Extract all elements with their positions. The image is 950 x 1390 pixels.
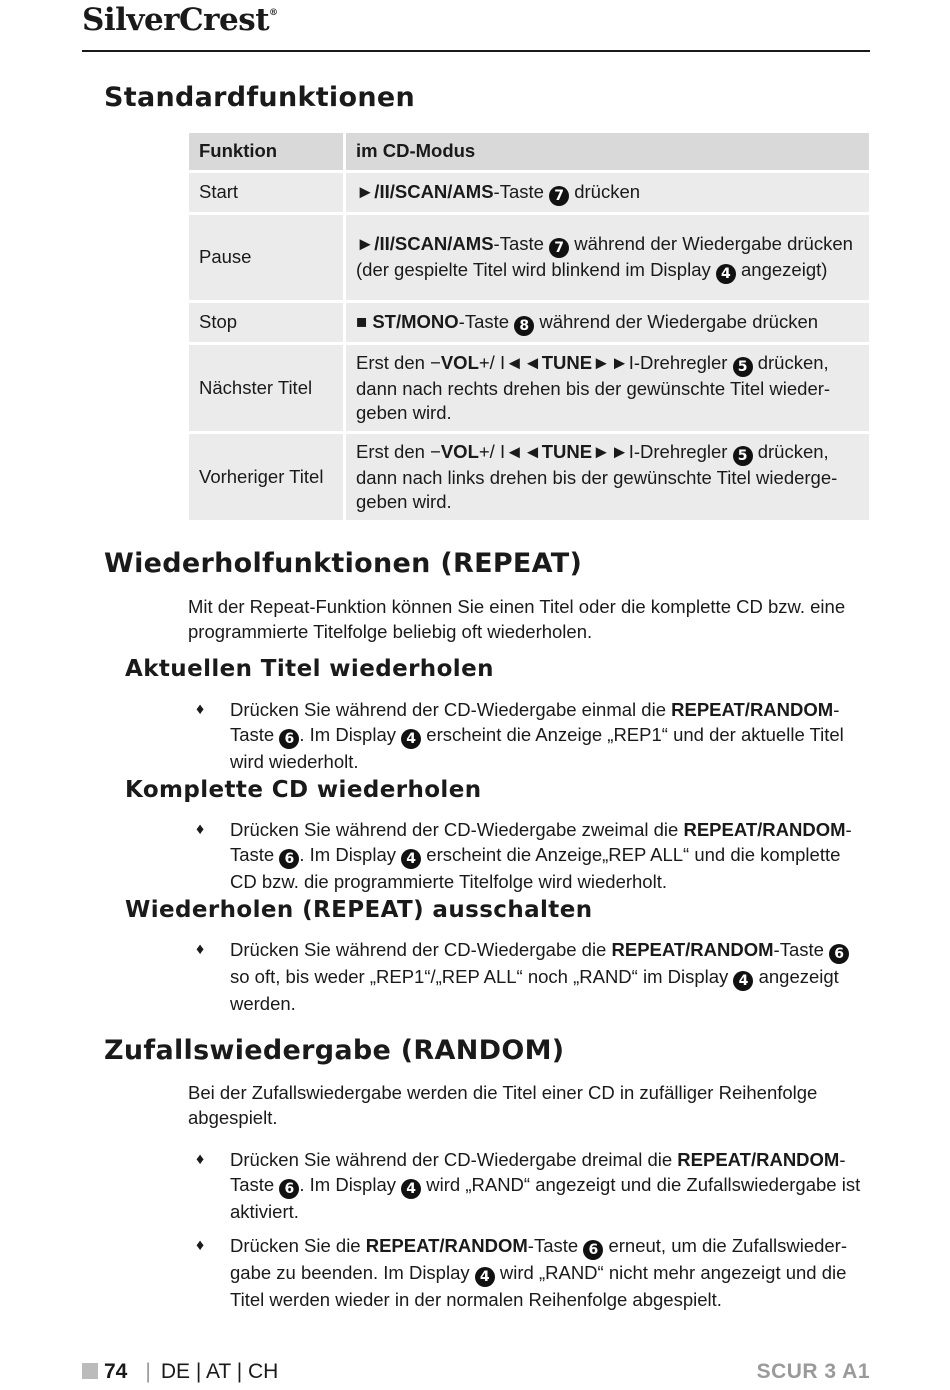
number-badge: 6: [279, 1179, 299, 1199]
table-row: [189, 215, 869, 303]
text: +/ I◄◄: [478, 440, 542, 462]
subsection-title-repeat-cd: Komplette CD wiederholen: [125, 777, 482, 803]
key-label: REPEAT/RANDOM: [365, 1235, 528, 1256]
table-row: [189, 345, 869, 434]
brand-name: SilverCrest: [82, 2, 270, 38]
page-header: [82, 0, 870, 52]
list-item: [196, 817, 870, 894]
section-title-repeat: Wiederholfunktionen (REPEAT): [104, 548, 583, 579]
key-label: TUNE: [541, 440, 593, 462]
key-label: ►/II/SCAN/AMS: [356, 180, 494, 202]
text: Drücken Sie während der CD-Wiedergabe einmal die: [230, 699, 672, 720]
number-badge: 5: [733, 357, 753, 377]
page-number: 74: [104, 1360, 128, 1383]
text: Erst den −: [356, 440, 441, 462]
function-table: [189, 133, 869, 523]
text: -Taste: [230, 699, 840, 745]
number-badge: 4: [401, 849, 421, 869]
text: . Im Display: [299, 724, 402, 745]
number-badge: 7: [549, 238, 569, 258]
table-row: [189, 173, 869, 215]
key-label: REPEAT/RANDOM: [683, 819, 846, 840]
subsection-title-repeat-track: Aktuellen Titel wiederholen: [125, 656, 494, 682]
text: Drücken Sie während der CD-Wiedergabe die: [230, 939, 612, 960]
number-badge: 4: [401, 1179, 421, 1199]
registered-mark: ®: [269, 8, 278, 18]
text: erscheint die Anzeige„REP ALL“ und die komplette CD bzw. die programmierte Titelfolge wird wiederholt.: [230, 844, 841, 892]
text: Drücken Sie die: [230, 1235, 366, 1256]
text: so oft, bis weder „REP1“/„REP ALL“ noch „RAND“ im Display: [230, 966, 734, 987]
text: -Taste: [230, 1149, 846, 1195]
bullet-icon: ♦: [196, 821, 205, 838]
bullet-icon: ♦: [196, 941, 205, 958]
table-header-row: [189, 133, 869, 173]
number-badge: 6: [279, 849, 299, 869]
page-marker-icon: [82, 1363, 98, 1379]
repeat-intro: Mit der Repeat-Funktion können Sie einen Titel oder die komplette CD bzw. eine programmierte Titelfolge beliebig oft wiederholen.: [188, 596, 846, 642]
text: während der Wiedergabe drücken: [534, 310, 819, 332]
list-item: [196, 937, 870, 1016]
list-item: [196, 1147, 870, 1224]
list-item: [196, 1233, 870, 1312]
text: erneut, um die Zufallswieder-gabe zu beenden. Im Display: [230, 1235, 848, 1283]
text: -Taste: [230, 819, 852, 865]
table-cell-description: [346, 434, 869, 523]
list-item: [196, 697, 870, 774]
text: -Taste: [493, 180, 544, 202]
text: -Taste: [527, 1235, 584, 1256]
bullet-icon: ♦: [196, 701, 205, 718]
text: . Im Display: [299, 1174, 402, 1195]
bullet-icon: ♦: [196, 1237, 205, 1254]
table-header-function: Funktion: [189, 133, 346, 173]
table-cell-function: Pause: [189, 215, 346, 303]
key-label: REPEAT/RANDOM: [611, 939, 774, 960]
table-cell-function: Vorheriger Titel: [189, 434, 346, 523]
number-badge: 4: [475, 1267, 495, 1287]
text: Drücken Sie während der CD-Wiedergabe zweimal die: [230, 819, 684, 840]
text: angezeigt werden.: [230, 966, 839, 1014]
random-intro: Bei der Zufallswiedergabe werden die Titel einer CD in zufälliger Reihenfolge abgespielt.: [188, 1082, 818, 1128]
text: . Im Display: [299, 844, 402, 865]
text: drücken, dann nach links drehen bis der gewünschte Titel wiederge-geben wird.: [356, 440, 838, 512]
text: Drücken Sie während der CD-Wiedergabe dreimal die: [230, 1149, 678, 1170]
number-badge: 8: [514, 316, 534, 336]
text: ►►I-Drehregler: [592, 351, 728, 373]
text: drücken: [569, 180, 641, 202]
table-cell-description: [346, 303, 869, 345]
key-label: VOL: [440, 351, 479, 373]
key-label: VOL: [440, 440, 479, 462]
brand-logo: [82, 2, 278, 38]
footer-separator: |: [145, 1360, 151, 1383]
text: wird „RAND“ nicht mehr angezeigt und die Titel werden wieder in der normalen Reihenfolge abgespielt.: [230, 1262, 847, 1310]
key-label: REPEAT/RANDOM: [671, 699, 834, 720]
table-cell-function: Nächster Titel: [189, 345, 346, 434]
key-label: ►/II/SCAN/AMS: [356, 232, 494, 254]
text: ►►I-Drehregler: [592, 440, 728, 462]
number-badge: 6: [279, 729, 299, 749]
number-badge: 5: [733, 446, 753, 466]
table-cell-function: Start: [189, 173, 346, 215]
table-cell-description: [346, 345, 869, 434]
bullet-icon: ♦: [196, 1151, 205, 1168]
text: -Taste: [773, 939, 830, 960]
table-header-cd-mode: im CD-Modus: [346, 133, 869, 173]
section-title-standard: Standardfunktionen: [104, 82, 415, 113]
table-cell-function: Stop: [189, 303, 346, 345]
text: -Taste: [458, 310, 510, 332]
text: wird „RAND“ angezeigt und die Zufallswiedergabe ist aktiviert.: [230, 1174, 861, 1222]
text: angezeigt): [735, 258, 828, 280]
number-badge: 4: [733, 971, 753, 991]
text: erscheint die Anzeige „REP1“ und der aktuelle Titel wird wiederholt.: [230, 724, 844, 772]
table-row: [189, 434, 869, 523]
number-badge: 6: [583, 1240, 603, 1260]
key-label: TUNE: [541, 351, 593, 373]
model-number: SCUR 3 A1: [756, 1360, 870, 1383]
text: +/ I◄◄: [478, 351, 542, 373]
language-codes: DE | AT | CH: [160, 1360, 279, 1383]
text: -Taste: [493, 232, 544, 254]
section-title-random: Zufallswiedergabe (RANDOM): [104, 1035, 565, 1066]
subsection-title-repeat-off: Wiederholen (REPEAT) ausschalten: [125, 897, 593, 923]
table-cell-description: [346, 173, 869, 215]
number-badge: 7: [549, 186, 569, 206]
text: Erst den −: [356, 351, 441, 373]
number-badge: 4: [716, 264, 736, 284]
number-badge: 4: [401, 729, 421, 749]
table-row: [189, 303, 869, 345]
table-cell-description: [346, 215, 869, 303]
text: drücken, dann nach rechts drehen bis der gewünschte Titel wieder-geben wird.: [356, 351, 831, 423]
key-label: ■ ST/MONO: [356, 310, 459, 332]
text: während der Wiedergabe drücken (der gespielte Titel wird blinkend im Display: [356, 232, 853, 280]
number-badge: 6: [829, 944, 849, 964]
key-label: REPEAT/RANDOM: [677, 1149, 840, 1170]
